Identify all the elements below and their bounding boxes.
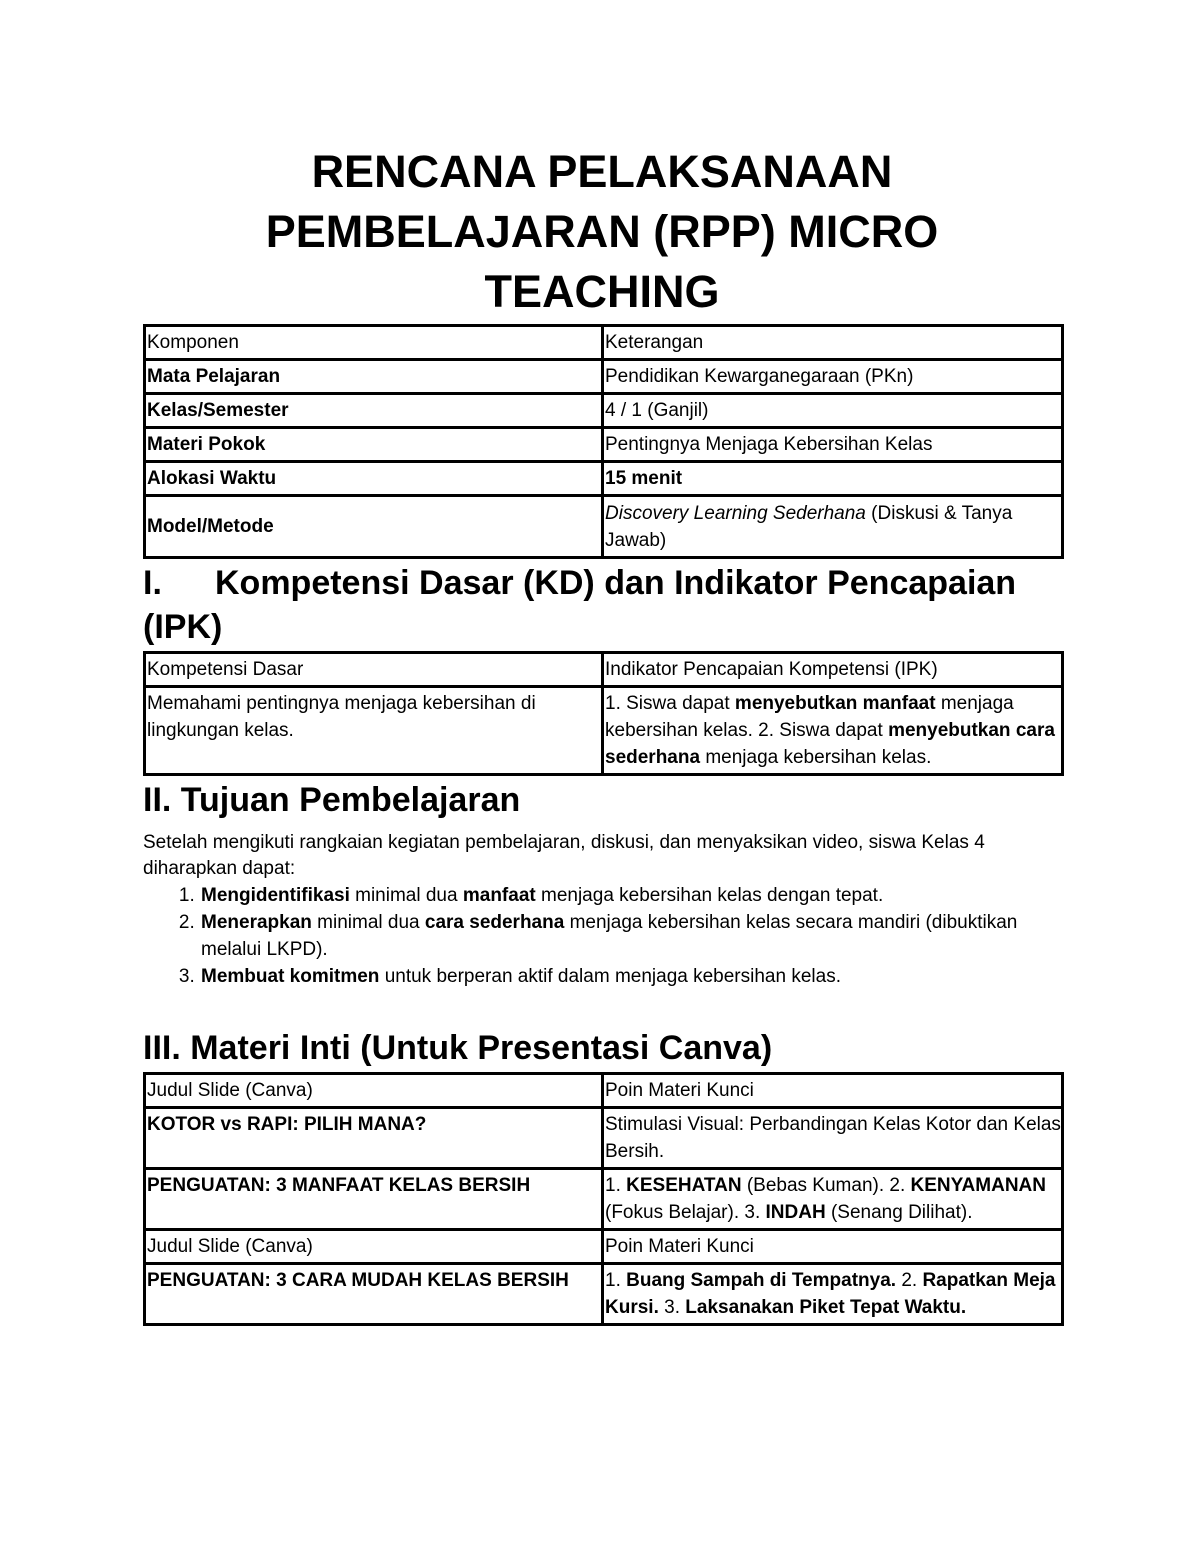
document-title [143, 142, 1061, 322]
slide-title-cell: PENGUATAN: 3 MANFAAT KELAS BERSIH [145, 1169, 603, 1230]
text-run: (Bebas Kuman). 2. [741, 1175, 911, 1196]
table-header-cell: Komponen [145, 326, 603, 360]
table-row [145, 1169, 1063, 1230]
list-item [200, 882, 1061, 909]
goals-list [143, 882, 1061, 990]
title-line-3: TEACHING [484, 266, 720, 317]
table-header-row [145, 653, 1063, 687]
table-header-cell: Judul Slide (Canva) [145, 1074, 603, 1108]
table-row [145, 428, 1063, 462]
method-italic: Discovery Learning Sederhana [605, 502, 866, 524]
table-row [145, 496, 1063, 558]
title-line-1: RENCANA PELAKSANAAN [311, 146, 893, 197]
table-header-row [145, 1230, 1063, 1264]
ipk-cell [603, 687, 1063, 775]
text-run: 1. [605, 1270, 627, 1291]
bold-run: Rapatkan Meja Kursi. [605, 1270, 1056, 1318]
table-header-row [145, 326, 1063, 360]
text-run: 3. [658, 1297, 686, 1318]
text-run: menjaga kebersihan kelas dengan tepat. [535, 885, 884, 906]
table-header-cell: Kompetensi Dasar [145, 653, 603, 687]
row-label: Materi Pokok [145, 428, 603, 462]
bold-run: Laksanakan Piket Tepat Waktu. [685, 1297, 967, 1318]
section-1-title: Kompetensi Dasar (KD) dan Indikator Pencapaian (IPK) [143, 564, 1017, 646]
bold-run: Mengidentifikasi [201, 885, 350, 906]
text-run: (Fokus Belajar). 3. [605, 1202, 766, 1223]
key-points-cell [603, 1264, 1063, 1325]
kd-cell: Memahami pentingnya menjaga kebersihan di lingkungan kelas. [145, 687, 603, 775]
section-2-heading: II. Tujuan Pembelajaran [143, 781, 521, 819]
section-2-intro: Setelah mengikuti rangkaian kegiatan pembelajaran, diskusi, dan menyaksikan video, siswa Kelas 4 diharapkan dapat: [143, 832, 985, 879]
table-row [145, 360, 1063, 394]
row-value: 15 menit [603, 462, 1063, 496]
row-label: Model/Metode [145, 496, 603, 558]
table-row [145, 394, 1063, 428]
text-run: menjaga kebersihan kelas. [700, 747, 932, 768]
method-rest: (Diskusi & Tanya Jawab) [605, 502, 1013, 551]
table-header-cell: Poin Materi Kunci [603, 1230, 1063, 1264]
materi-table [143, 1072, 1064, 1326]
row-label: Kelas/Semester [145, 394, 603, 428]
key-points-cell [603, 1169, 1063, 1230]
text-run: 1. Siswa dapat [605, 693, 735, 714]
row-value [603, 496, 1063, 558]
kd-ipk-table [143, 651, 1064, 776]
text-run: menjaga kebersihan kelas. 2. Siswa dapat [605, 693, 1014, 741]
bold-run: manfaat [462, 885, 536, 906]
document-page [143, 142, 1061, 1326]
row-value: Pendidikan Kewarganegaraan (PKn) [603, 360, 1063, 394]
text-run: 1. [605, 1175, 627, 1196]
table-header-row [145, 1074, 1063, 1108]
list-item [200, 963, 1061, 990]
row-label: Mata Pelajaran [145, 360, 603, 394]
text-run: 2. [896, 1270, 923, 1291]
bold-run: INDAH [765, 1202, 826, 1223]
table-header-cell: Judul Slide (Canva) [145, 1230, 603, 1264]
bold-run: menyebutkan cara sederhana [605, 720, 1055, 768]
row-value: Pentingnya Menjaga Kebersihan Kelas [603, 428, 1063, 462]
text-run: (Senang Dilihat). [825, 1202, 973, 1223]
key-points-cell: Stimulasi Visual: Perbandingan Kelas Kotor dan Kelas Bersih. [603, 1108, 1063, 1169]
slide-title-cell: KOTOR vs RAPI: PILIH MANA? [145, 1108, 603, 1169]
table-row [145, 687, 1063, 775]
bold-run: menyebutkan manfaat [734, 693, 936, 714]
bold-run: cara sederhana [424, 912, 565, 933]
table-row [145, 1264, 1063, 1325]
bold-run: Membuat komitmen [201, 966, 380, 987]
section-1-number: I. [143, 564, 162, 602]
bold-run: KENYAMANAN [910, 1175, 1046, 1196]
text-run: untuk berperan aktif dalam menjaga kebersihan kelas. [379, 966, 841, 987]
identity-table [143, 324, 1064, 559]
table-row [145, 462, 1063, 496]
section-1-heading [143, 561, 1061, 649]
section-3-heading: III. Materi Inti (Untuk Presentasi Canva) [143, 1029, 773, 1067]
bold-run: KESEHATAN [626, 1175, 742, 1196]
bold-run: Buang Sampah di Tempatnya. [626, 1270, 897, 1291]
text-run: menjaga kebersihan kelas secara mandiri (dibuktikan melalui LKPD). [201, 912, 1018, 960]
text-run: minimal dua [311, 912, 425, 933]
table-header-cell: Indikator Pencapaian Kompetensi (IPK) [603, 653, 1063, 687]
table-header-cell: Poin Materi Kunci [603, 1074, 1063, 1108]
row-value: 4 / 1 (Ganjil) [603, 394, 1063, 428]
bold-run: Menerapkan [201, 912, 312, 933]
text-run: minimal dua [349, 885, 463, 906]
table-row [145, 1108, 1063, 1169]
table-header-cell: Keterangan [603, 326, 1063, 360]
row-label: Alokasi Waktu [145, 462, 603, 496]
title-line-2: PEMBELAJARAN (RPP) MICRO [265, 206, 939, 257]
slide-title-cell: PENGUATAN: 3 CARA MUDAH KELAS BERSIH [145, 1264, 603, 1325]
list-item [200, 909, 1061, 963]
